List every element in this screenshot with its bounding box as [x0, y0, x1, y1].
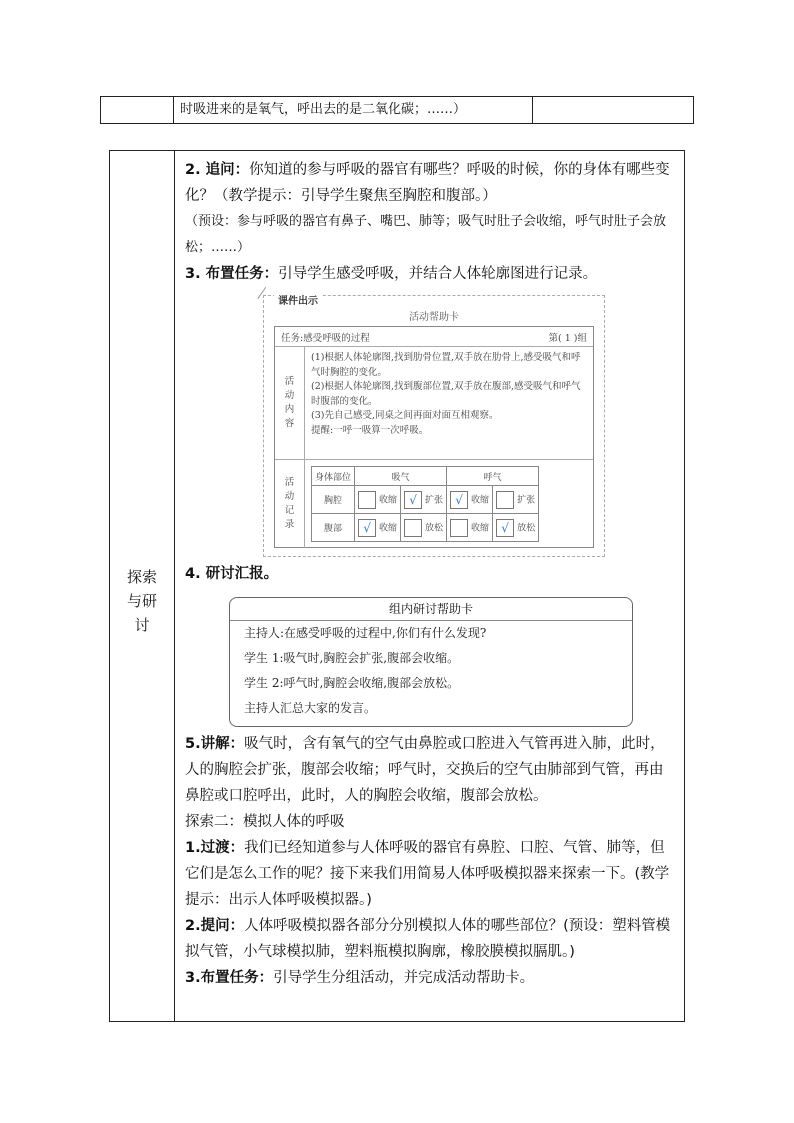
content-line: 提醒:一呼一吸算一次呼吸。 [311, 424, 429, 436]
explore-2-step-2: 2.提问：人体呼吸模拟器各部分分别模拟人体的哪些部位？(预设：塑料管模拟气管，小气球模拟肺，塑料瓶模拟胸廓，橡胶膜模拟膈肌。) [185, 918, 671, 960]
check-box [358, 491, 376, 509]
top-table-text-cell: 时吸进来的是氧气，呼出去的是二氧化碳；……） [174, 97, 533, 123]
content-line: (1)根据人体轮廓图,找到肋骨位置,双手放在肋骨上,感受吸气和呼气时胸腔的变化。 [311, 352, 581, 378]
step-2-question: 2. 追问：你知道的参与呼吸的器官有哪些？呼吸的时候，你的身体有哪些变化？（教学提示：引导学生聚焦至胸腔和腹部。） [185, 162, 670, 204]
record-part: 腹部 [312, 514, 355, 542]
stage-label: 探索与研讨 [126, 568, 157, 634]
step-4-report: 4. 研讨汇报。 [185, 566, 279, 582]
activity-content-text [305, 347, 593, 459]
activity-task: 任务:感受呼吸的过程 [281, 332, 370, 344]
activity-task-row [275, 327, 593, 347]
record-table [311, 466, 539, 542]
top-table-right-cell [533, 97, 693, 123]
check-box: √ [496, 519, 514, 537]
stage-label-cell [110, 151, 175, 1021]
lesson-content-cell [175, 151, 684, 1021]
step-3-task: 3. 布置任务：引导学生感受呼吸，并结合人体轮廓图进行记录。 [185, 266, 598, 282]
top-table-fragment [100, 96, 694, 124]
activity-record-row [275, 460, 593, 548]
discussion-line: 主持人:在感受呼吸的过程中,你们有什么发现? [244, 626, 487, 640]
check-box: √ [358, 519, 376, 537]
record-col-exhale: 呼气 [447, 467, 539, 486]
explore-2-title: 探索二：模拟人体的呼吸 [185, 814, 345, 830]
figure-tag: 课件出示 [274, 292, 322, 307]
check-box [496, 491, 514, 509]
activity-group: 第( 1 )组 [548, 332, 587, 344]
content-line: (2)根据人体轮廓图,找到腹部位置,双手放在腹部,感受吸气和呼气时腹部的变化。 [311, 381, 581, 407]
discussion-card-title: 组内研讨帮助卡 [230, 598, 632, 621]
step-2-preset: （预设：参与呼吸的器官有鼻子、嘴巴、肺等；吸气时肚子会收缩，呼气时肚子会放松；……） [185, 214, 667, 255]
step-5-explanation: 5.讲解：吸气时，含有氧气的空气由鼻腔或口腔进入气管再进入肺，此时，人的胸腔会扩张，腹部会收缩；呼气时，交换后的空气由肺部到气管，再由鼻腔或口腔呼出，此时，人的胸腔会收缩，腹部会放松。 [185, 736, 665, 804]
check-box: √ [450, 491, 468, 509]
record-col-part: 身体部位 [312, 467, 355, 486]
discussion-line: 学生 2:呼气时,胸腔会收缩,腹部会放松。 [244, 676, 460, 690]
explore-2-step-3: 3.布置任务：引导学生分组活动，并完成活动帮助卡。 [185, 970, 535, 986]
check-box [404, 519, 422, 537]
record-col-inhale: 吸气 [355, 467, 447, 486]
top-table-left-cell [101, 97, 174, 123]
check-box [450, 519, 468, 537]
discussion-line: 学生 1:吸气时,胸腔会扩张,腹部会收缩。 [244, 651, 460, 665]
record-part: 胸腔 [312, 486, 355, 514]
activity-card-title: 活动帮助卡 [409, 312, 459, 323]
content-line: (3)先自己感受,同桌之间再面对面互相观察。 [311, 410, 499, 421]
check-box: √ [404, 491, 422, 509]
activity-content-row [275, 347, 593, 460]
discussion-line: 主持人汇总大家的发言。 [244, 701, 377, 715]
record-header-row [312, 467, 539, 486]
activity-card-figure [263, 295, 605, 557]
discussion-card [229, 597, 633, 727]
record-row-abdomen: 腹部 √ 收缩 放松 收缩 √ 放松 [312, 514, 539, 542]
activity-content-label: 活动内容 [275, 347, 305, 459]
explore-2-step-1: 1.过渡：我们已经知道参与人体呼吸的器官有鼻腔、口腔、气管、肺等，但它们是怎么工作的呢？接下来我们用简易人体呼吸模拟器来探索一下。(教学提示：出示人体呼吸模拟器。) [185, 840, 670, 908]
record-row-chest: 胸腔 收缩 √ 扩张 √ 收缩 扩张 [312, 486, 539, 514]
activity-record-label: 活动记录 [275, 460, 305, 548]
activity-card [274, 326, 594, 548]
lesson-table [109, 150, 685, 1022]
